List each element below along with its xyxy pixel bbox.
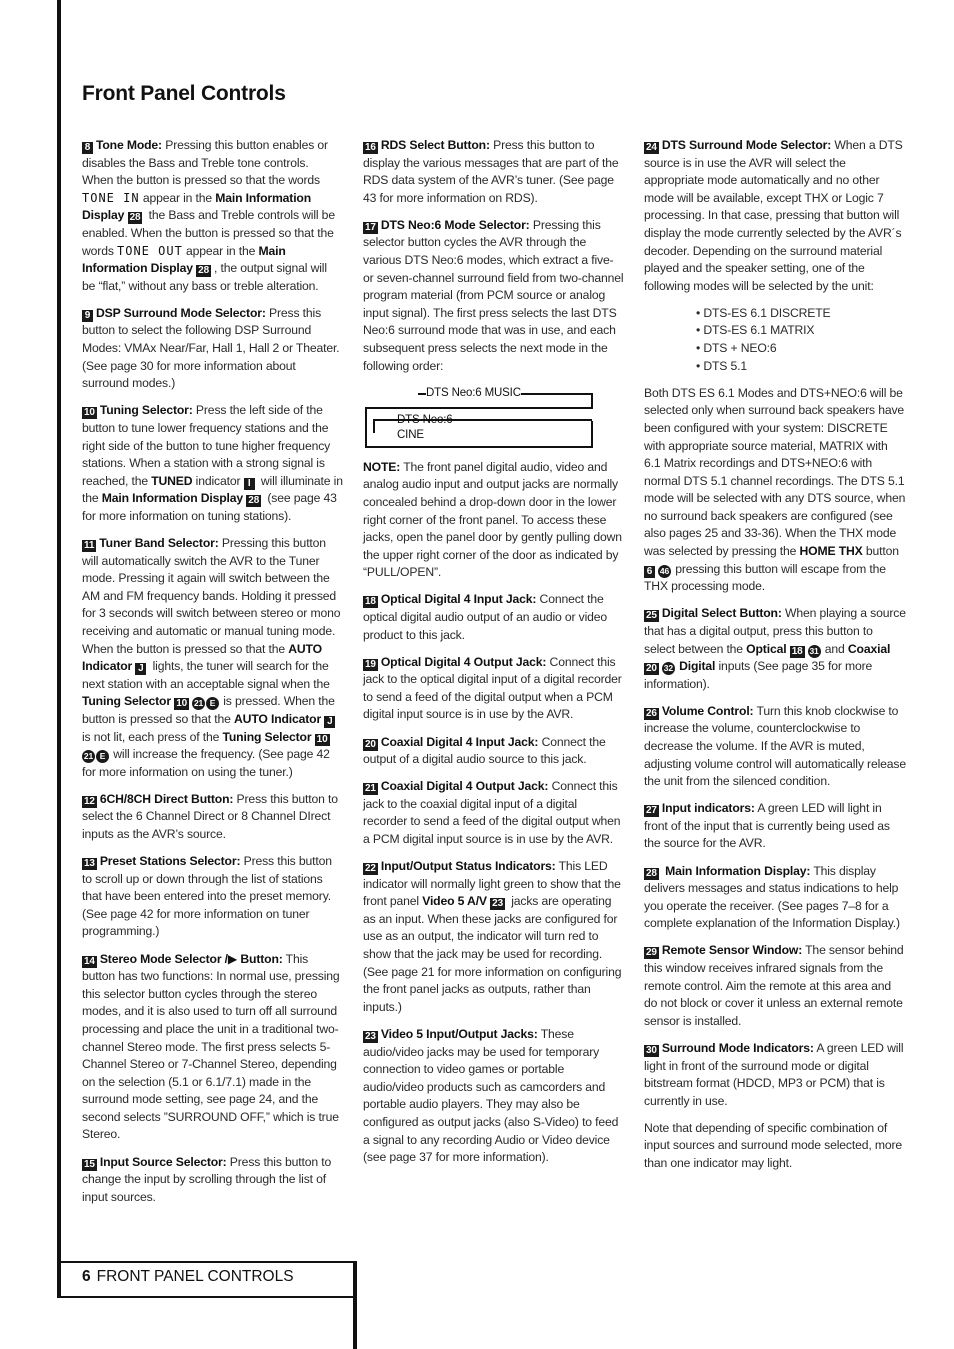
callout-number: 15 <box>84 1158 95 1170</box>
callout-number: 8 <box>82 142 93 154</box>
item-heading: Optical Digital 4 Input Jack: <box>380 592 537 607</box>
item-heading: Tuner Band Selector: <box>99 535 219 550</box>
callout-number: 28 <box>129 212 141 224</box>
list-item: • DTS 5.1 <box>696 358 906 376</box>
list-item: • DTS + NEO:6 <box>696 340 906 358</box>
callout-number: 10 <box>176 698 188 710</box>
item-heading: Coaxial Digital 4 Input Jack: <box>380 734 539 749</box>
display-text-tone-out: TONE OUT <box>117 243 183 258</box>
item-volume-control: 26 Volume Control: Turn this knob clockwise to increase the volume, counterclockwise to decrease the volume. If the AVR is muted, adjusting volume control will automatically release the unit from the silenced condition. <box>644 703 906 789</box>
item-tone-mode: 8 Tone Mode: Pressing this button enables or disables the Bass and Treble tone controls. When the button is pressed so that the words TONE IN appear in the Main Information Display 28 the Bass and Treble controls will be enabled. When the button is pressed so that the words TONE OUT appear in the Main Information Display 28 , the output signal will be “flat,” without any bass or treble alteration. <box>82 138 335 293</box>
callout-number: 17 <box>365 221 376 233</box>
item-input-output-status-indicators: 22 Input/Output Status Indicators: This LED indicator will normally light green to show that the front panel Video 5 A/V 23 jacks are operating as an input. When these jacks are configured for use as an output, the indicator will turn red to show that the jack may be used for recording. (See page 21 for more information on configuring the front panel jacks as outputs, rather than inputs.) <box>363 859 622 1014</box>
callout-number: 23 <box>365 1030 376 1042</box>
callout-number: 10 <box>316 733 328 745</box>
item-main-information-display: 28 Main Information Display: This display delivers messages and status indications to help you operate the receiver. (See pages 7–8 for a complete explanation of the Information Display.) <box>644 863 900 931</box>
footer-divider <box>353 1261 357 1349</box>
callout-number: 29 <box>646 947 657 959</box>
callout-number: 28 <box>198 265 209 277</box>
callout-number: 13 <box>84 858 95 870</box>
item-heading: Coaxial Digital 4 Output Jack: <box>380 779 549 794</box>
remote-callout: 21 <box>83 751 94 762</box>
item-optical-digital-4-input: 18 Optical Digital 4 Input Jack: Connect the optical digital audio output of an audio or video product to this jack. <box>363 592 608 642</box>
item-dsp-surround-mode-selector: 9 DSP Surround Mode Selector: Press this button to select the following DSP Surround Modes: VMAx Near/Far, Hall 1, Hall 2 or Theater. (See page 30 for more information about surround modes.) <box>82 305 340 391</box>
item-tuning-selector: 10 Tuning Selector: Press the left side of the button to tune lower frequency stations and the right side of the button to tune higher frequency stations. When a station with a strong signal is reached, the TUNED indicator I will illuminate in the Main Information Display 28 (see page 43 for more information on tuning stations). <box>82 403 343 523</box>
callout-number: 19 <box>365 658 376 670</box>
item-heading: Input Source Selector: <box>99 1154 227 1169</box>
item-heading: Input/Output Status Indicators: <box>380 859 556 874</box>
item-heading: RDS Select Button: <box>380 138 490 152</box>
item-6ch-8ch-direct-button: 12 6CH/8CH Direct Button: Press this button to select the 6 Channel Direct or 8 Channel DIrect inputs as the AVR’s source. <box>82 791 338 841</box>
item-rds-select-button: 16 RDS Select Button: Press this button to display the various messages that are part of the RDS data system of the AVR’s tuner. (See page 43 for more information on RDS). <box>363 138 619 205</box>
remote-callout: 32 <box>663 663 673 674</box>
item-digital-select-button: 25 Digital Select Button: When playing a source that has a digital output, press this button to select between the Optical 18 31 and Coaxial 20 32 Digital inputs (See page 35 for more information). <box>644 606 906 691</box>
dts-modes-explanation: Both DTS ES 6.1 Modes and DTS+NEO:6 will be selected only when surround back speakers have been configured with your system: DISCRETE with appropriate source material, MATRIX with 6.1 Matrix recordings and DTS+NEO:6 with normal DTS 5.1 channel recordings. The DTS 5.1 mode will be selected with any DTS source, when no surround back speakers are configured (see also pages 25 and 33-36). When the THX mode was selected by pressing the HOME THX button 6 46 pressing this button will escape from the THX processing mode. <box>644 385 906 594</box>
list-item: • DTS-ES 6.1 MATRIX <box>696 322 906 340</box>
remote-callout: 21 <box>193 698 204 709</box>
item-heading: Tuning Selector: <box>99 403 193 418</box>
callout-number: 22 <box>365 863 376 875</box>
callout-number: 27 <box>646 805 657 817</box>
callout-number: 16 <box>365 142 376 153</box>
remote-callout: E <box>206 697 219 710</box>
callout-number: 14 <box>84 955 95 967</box>
item-video-5-input-output-jacks: 23 Video 5 Input/Output Jacks: These audio/video jacks may be used for temporary connection to video games or portable audio/video products such as camcorders and portable audio players. They may also be configured as output jacks (also S-Video) to feed a signal to any recording Audio or Video device (see page 37 for more information). <box>363 1026 619 1165</box>
callout-number: 20 <box>365 738 376 750</box>
diagram-label-cine-2: CINE <box>397 428 424 441</box>
item-heading: DTS Surround Mode Selector: <box>661 138 832 152</box>
play-icon: ▶ <box>227 951 238 966</box>
diagram-line <box>373 419 375 433</box>
diagram-line <box>591 421 593 448</box>
diagram-arrow-head <box>418 393 426 395</box>
column-2 <box>363 137 624 1176</box>
callout-number: 20 <box>646 663 657 675</box>
remote-callout: 31 <box>809 645 819 656</box>
item-heading: DTS Neo:6 Mode Selector: <box>380 217 530 232</box>
item-heading: Video 5 Input/Output Jacks: <box>380 1026 538 1041</box>
item-optical-digital-4-output: 19 Optical Digital 4 Output Jack: Connect this jack to the optical digital input of a digital recorder to send a feed of the digital output when a PCM digital input source is in use by the AVR. <box>363 654 622 722</box>
item-heading: Volume Control: <box>661 703 754 718</box>
column-1 <box>82 137 343 1216</box>
callout-number: 30 <box>646 1044 657 1056</box>
footer-section-title: FRONT PANEL CONTROLS <box>96 1268 294 1285</box>
item-heading: Digital Select Button: <box>661 606 782 621</box>
item-heading: Main Information Display: <box>661 863 811 878</box>
callout-number: 23 <box>492 898 503 910</box>
item-input-indicators: 27 Input indicators: A green LED will light in front of the input that is currently being used as the source for the AVR. <box>644 801 890 851</box>
neo6-mode-cycle-diagram <box>363 385 624 451</box>
callout-number: 28 <box>646 867 657 879</box>
item-preset-stations-selector: 13 Preset Stations Selector: Press this button to scroll up or down through the list of stations that have been entered into the preset memory. (See page 42 for more information on tuner programming.) <box>82 854 332 939</box>
item-heading: Remote Sensor Window: <box>661 943 803 958</box>
dts-mode-list <box>644 305 906 375</box>
remote-callout: E <box>96 750 109 763</box>
note-heading: NOTE: <box>363 459 401 474</box>
item-heading: Optical Digital 4 Output Jack: <box>380 654 547 669</box>
diagram-line <box>365 407 593 409</box>
item-coaxial-digital-4-output: 21 Coaxial Digital 4 Output Jack: Connect this jack to the coaxial digital input of a digital recorder to send a feed of the digital output when a PCM digital input source is in use by the AVR. <box>363 779 621 846</box>
diagram-line <box>521 393 592 395</box>
callout-number: 10 <box>84 407 95 419</box>
callout-number: 18 <box>791 645 803 657</box>
callout-number: 11 <box>84 539 95 551</box>
callout-number: 18 <box>365 596 376 608</box>
note-front-panel-door: NOTE: The front panel digital audio, video and analog audio input and output jacks are normally concealed behind a drop-down door in the lower right corner of the front panel. To access these jacks, open the panel door by gently pulling down the upper right corner of the door as indicated by “PULL/OPEN”. <box>363 459 622 580</box>
callout-number: 24 <box>646 142 657 153</box>
diagram-label-music: DTS Neo:6 MUSIC <box>426 386 521 399</box>
item-heading: Stereo Mode Selector / <box>99 951 228 966</box>
callout-number: 6 <box>644 566 655 578</box>
column-3 <box>644 137 906 1182</box>
callout-letter: J <box>324 716 335 728</box>
list-item: • DTS-ES 6.1 DISCRETE <box>696 305 906 323</box>
item-heading: Preset Stations Selector: <box>99 854 241 869</box>
footer <box>82 1268 294 1286</box>
item-coaxial-digital-4-input: 20 Coaxial Digital 4 Input Jack: Connect the output of a digital audio source to this jack. <box>363 734 606 767</box>
closing-note: Note that depending of specific combination of input sources and surround mode selected, more than one indicator may light. <box>644 1120 902 1170</box>
callout-number: 21 <box>365 783 376 795</box>
left-margin-rule <box>57 0 61 1296</box>
callout-number: 25 <box>646 610 657 622</box>
item-heading: 6CH/8CH Direct Button: <box>99 791 234 806</box>
callout-number: 28 <box>248 495 260 507</box>
callout-number: 9 <box>82 310 93 322</box>
callout-letter: I <box>244 478 255 490</box>
item-surround-mode-indicators: 30 Surround Mode Indicators: A green LED will light in front of the surround mode or digital bitstream format (HDCD, MP3 or PCM) that is currently in use. <box>644 1040 904 1108</box>
item-dts-neo6-mode-selector: 17 DTS Neo:6 Mode Selector: Pressing this selector button cycles the AVR through the various DTS Neo:6 modes, which extract a five- or seven-channel surround field from two-channel program material (from PCM source or analog input signal). The first press selects the last DTS Neo:6 surround mode that was in use, and each subsequent press selects the next mode in the following order: <box>363 217 624 373</box>
diagram-line <box>365 446 593 448</box>
item-remote-sensor-window: 29 Remote Sensor Window: The sensor behind this window receives infrared signals from the remote control. Aim the remote at this area and do not block or cover it unless an external remote sensor is installed. <box>644 943 904 1028</box>
page-number: 6 <box>82 1268 91 1285</box>
diagram-line <box>591 393 593 408</box>
diagram-label-cine-1: DTS Neo:6 <box>397 413 453 426</box>
callout-letter: J <box>135 663 146 675</box>
item-stereo-mode-selector: 14 Stereo Mode Selector /▶ Button: This button has two functions: In normal use, pressing this selector button cycles through the stereo modes, and it is also used to turn off all surround processing and place the unit in a traditional two-channel Stereo mode. The first press selects 5-Channel Stereo or 7-Channel Stereo, depending on the selection (5.1 or 6.1/7.1) made in the surround mode setting, see page 24, and the second selects ”SURROUND OFF,” which is true Stereo. <box>82 951 340 1142</box>
diagram-line <box>365 407 367 447</box>
display-text-tone-in: TONE IN <box>82 190 140 205</box>
page-title: Front Panel Controls <box>82 82 286 105</box>
item-heading: Input indicators: <box>661 801 755 816</box>
callout-number: 26 <box>646 707 657 719</box>
callout-number: 12 <box>84 795 95 807</box>
item-input-source-selector: 15 Input Source Selector: Press this button to change the input by scrolling through the list of input sources. <box>82 1154 332 1204</box>
remote-callout: 46 <box>659 565 670 576</box>
item-dts-surround-mode-selector: 24 DTS Surround Mode Selector: When a DTS source is in use the AVR will select the appropriate mode automatically and no other mode will be available, except THX or Logic 7 processing. In that case, pressing that button will display the mode currently selected by the AVR´s decoder. Depending on the surround material played and the speaker setting, one of the following modes will be selected by the unit: <box>644 138 903 293</box>
item-heading: DSP Surround Mode Selector: <box>96 305 266 320</box>
item-heading: Tone Mode: <box>96 138 162 152</box>
item-tuner-band-selector: 11 Tuner Band Selector: Pressing this button will automatically switch the AVR to the Tuner mode. Pressing it again will switch between the AM and FM frequency bands. Holding it pressed for 3 seconds will switch between stereo or mono receiving and automatic or manual tuning mode. When the button is pressed so that the AUTO Indicator J lights, the tuner will search for the next station with an acceptable signal when the Tuning Selector 10 21 E is pressed. When the button is pressed so that the AUTO Indicator J is not lit, each press of the Tuning Selector 1021 E will increase the frequency. (See page 42 for more information on using the tuner.) <box>82 535 341 779</box>
item-heading: Surround Mode Indicators: <box>661 1040 814 1055</box>
